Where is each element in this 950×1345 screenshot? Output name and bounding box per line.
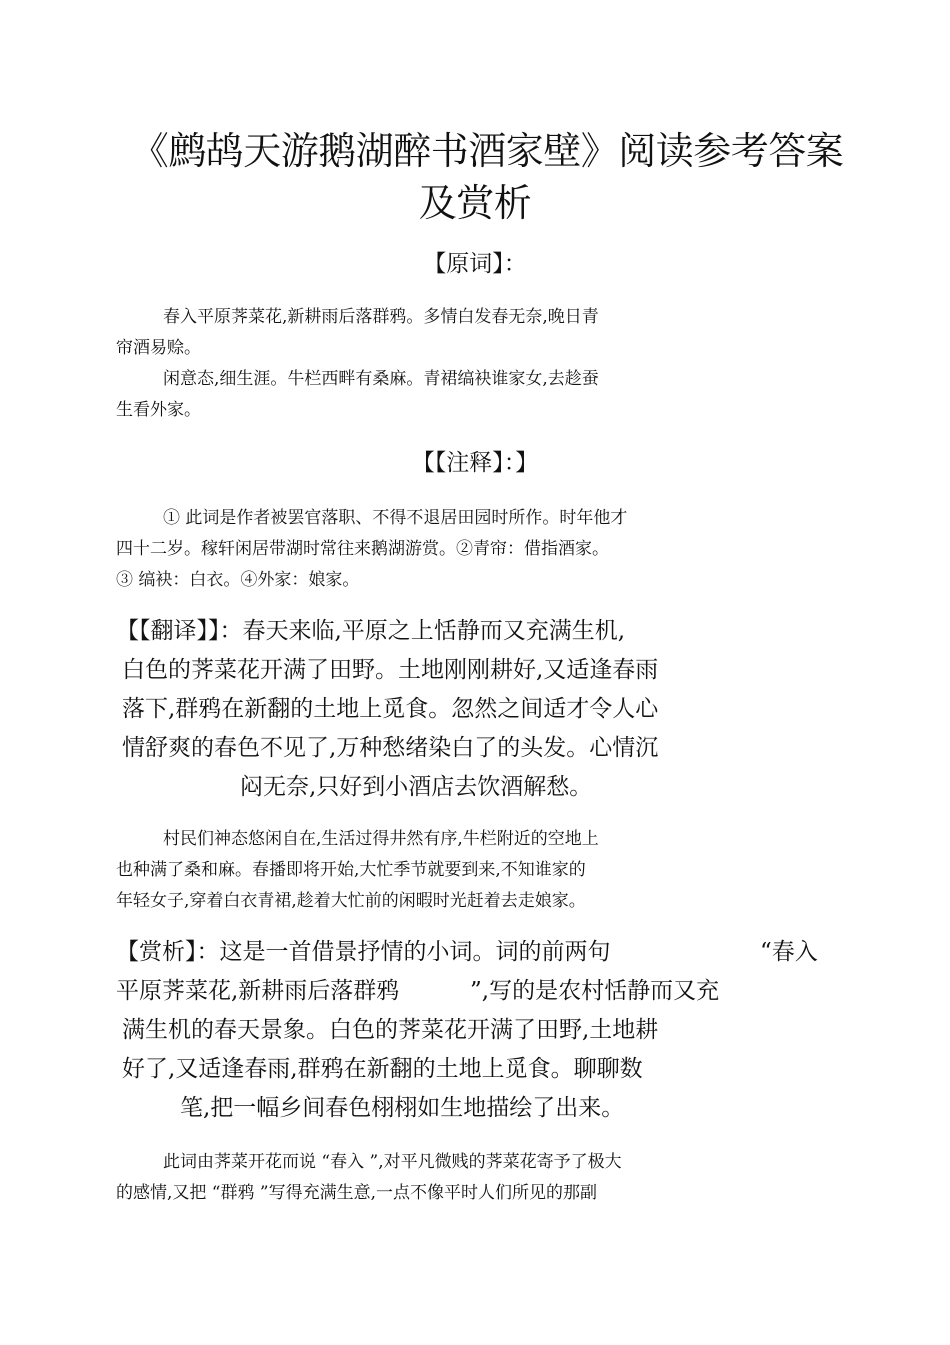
translation-para2-line-3: 年轻女子,穿着白衣青裙,趁着大忙前的闲暇时光赶着去走娘家。	[116, 891, 586, 911]
translation-line-4: 情舒爽的春色不见了,万种愁绪染白了的头发。心情沉	[122, 735, 659, 761]
original-line-3: 闲意态,细生涯。牛栏西畔有桑麻。青裙缟袂谁家女,去趁蚕	[163, 369, 599, 389]
translation-line-2: 白色的荠菜花开满了田野。土地刚刚耕好,又适逢春雨	[122, 657, 659, 683]
original-line-2: 帘酒易赊。	[116, 338, 201, 358]
appreciation-line-1-quote: “春入	[760, 939, 818, 965]
section-heading-original: 【原词】：	[423, 251, 527, 277]
translation-line-1: 【【翻译】】：春天来临,平原之上恬静而又充满生机,	[116, 618, 626, 644]
translation-line-5: 闷无奈,只好到小酒店去饮酒解愁。	[240, 774, 593, 800]
translation-para2-line-1: 村民们神态悠闲自在,生活过得井然有序,牛栏附近的空地上	[163, 829, 599, 849]
appreciation-line-4: 好了,又适逢春雨,群鸦在新翻的土地上觅食。聊聊数	[122, 1056, 643, 1082]
notes-line-2: 四十二岁。稼轩闲居带湖时常往来鹅湖游赏。②青帘：借指酒家。	[116, 539, 609, 559]
translation-line-3: 落下,群鸦在新翻的土地上觅食。忽然之间适才令人心	[122, 696, 659, 722]
page-title-line-1: 《鹧鸪天游鹅湖醉书酒家壁》阅读参考答案	[130, 129, 844, 173]
translation-para2-line-2: 也种满了桑和麻。春播即将开始,大忙季节就要到来,不知谁家的	[116, 860, 586, 880]
original-line-4: 生看外家。	[116, 400, 201, 420]
appreciation-line-3: 满生机的春天景象。白色的荠菜花开满了田野,土地耕	[122, 1017, 659, 1043]
page-title-line-2: 及赏析	[418, 181, 532, 225]
appreciation-line-1: 【赏析】：这是一首借景抒情的小词。词的前两句	[116, 939, 611, 965]
notes-line-3: ③ 缟袂：白衣。④外家：娘家。	[116, 570, 360, 590]
original-line-1: 春入平原荠菜花,新耕雨后落群鸦。多情白发春无奈,晚日青	[163, 307, 599, 327]
appreciation-para2-line-1: 此词由荠菜开花而说 “春入 ”,对平凡微贱的荠菜花寄予了极大	[163, 1152, 622, 1172]
appreciation-line-2-quote: ”,写的是农村恬静而又充	[470, 978, 720, 1004]
appreciation-line-5: 笔,把一幅乡间春色栩栩如生地描绘了出来。	[180, 1095, 625, 1121]
appreciation-para2-line-2: 的感情,又把 “群鸦 ”写得充满生意,一点不像平时人们所见的那副	[116, 1183, 597, 1203]
section-heading-notes: 【【注释】：】	[411, 450, 539, 476]
appreciation-line-2: 平原荠菜花,新耕雨后落群鸦	[116, 978, 400, 1004]
notes-line-1: ① 此词是作者被罢官落职、不得不退居田园时所作。时年他才	[163, 508, 628, 528]
